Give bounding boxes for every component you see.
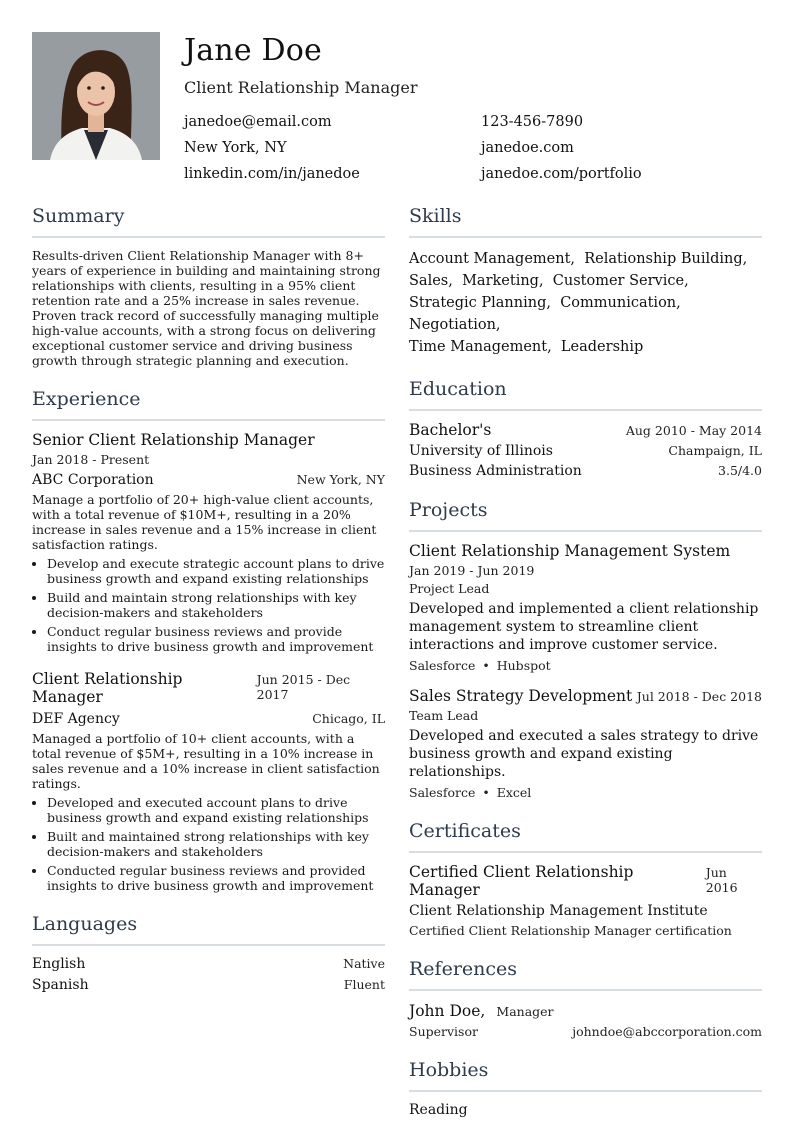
skill-item: Negotiation, [409, 317, 501, 333]
job-bullet: • Developed and executed account plans to drive business growth and expand existing relationships [47, 795, 385, 825]
reference-name: John Doe, [409, 1002, 486, 1020]
project-tags [409, 785, 762, 800]
hobbies-heading: Hobbies [409, 1059, 762, 1092]
education-heading: Education [409, 378, 762, 411]
contact-portfolio[interactable]: janedoe.com/portfolio [481, 166, 642, 182]
project-title: Client Relationship Management System [409, 542, 731, 560]
references-section [409, 958, 762, 1039]
project-dates: Jul 2018 - Dec 2018 [636, 689, 762, 704]
job-dates: Jun 2015 - Dec 2017 [256, 672, 351, 702]
project-tags [409, 658, 762, 673]
contact-phone[interactable]: 123-456-7890 [481, 114, 584, 130]
project-tag: Salesforce [409, 658, 476, 673]
contact-email[interactable]: janedoe@email.com [184, 114, 332, 130]
project-tag: Excel [496, 785, 532, 800]
project-title: Sales Strategy Development [409, 687, 633, 705]
education-section [409, 378, 762, 479]
project-role: Project Lead [409, 581, 490, 596]
skill-item: Account Management, [409, 251, 575, 267]
project-entry [409, 687, 762, 800]
job-bullets [32, 795, 385, 893]
profile-photo [32, 32, 160, 160]
certificates-section [409, 820, 762, 938]
hobbies-section [409, 1059, 762, 1118]
skill-item: Customer Service, [552, 273, 689, 289]
language-name: Spanish [32, 977, 89, 993]
project-entry [409, 542, 762, 673]
job-location: New York, NY [296, 472, 385, 487]
experience-section [32, 388, 385, 893]
contact-website[interactable]: janedoe.com [481, 140, 574, 156]
hobby-item: Reading [409, 1102, 468, 1118]
job-entry [32, 670, 385, 893]
education-degree: Bachelor's [409, 421, 492, 439]
separator-dot: • [482, 785, 490, 800]
certificate-issuer: Client Relationship Management Institute [409, 903, 708, 919]
languages-heading: Languages [32, 913, 385, 946]
skills-list [409, 248, 762, 358]
certificate-title: Certified Client Relationship Manager [409, 863, 634, 899]
job-bullets [32, 556, 385, 654]
education-school: University of Illinois [409, 443, 553, 459]
certificates-heading: Certificates [409, 820, 762, 853]
job-bullet: • Built and maintained strong relationships with key decision-makers and stakeholders [47, 829, 385, 859]
summary-heading: Summary [32, 205, 385, 238]
education-dates: Aug 2010 - May 2014 [625, 423, 762, 438]
language-row [32, 977, 385, 993]
job-company: ABC Corporation [32, 472, 154, 488]
education-field: Business Administration [409, 463, 582, 479]
summary-text: Results-driven Client Relationship Manager with 8+ years of experience in building and maintaining strong relationships with clients, resulting in a 95% client retention rate and a 25% increase in sales revenue. Proven track record of successfully managing multiple high-value accounts, with a strong focus on delivering exceptional customer service and driving business growth through strategic planning and execution. [32, 248, 381, 368]
references-heading: References [409, 958, 762, 991]
candidate-title: Client Relationship Manager [184, 78, 418, 97]
job-entry [32, 431, 385, 654]
skill-item: Communication, [560, 295, 681, 311]
project-tag: Hubspot [496, 658, 551, 673]
separator-dot: • [482, 658, 490, 673]
job-bullet: • Build and maintain strong relationships with key decision-makers and stakeholders [47, 590, 385, 620]
job-bullet: • Develop and execute strategic account plans to drive business growth and expand existing relationships [47, 556, 385, 586]
job-bullet: • Conduct regular business reviews and provide insights to drive business growth and improvement [47, 624, 385, 654]
languages-section [32, 913, 385, 993]
right-column [409, 205, 762, 1138]
reference-relation: Supervisor [409, 1024, 478, 1039]
skills-section [409, 205, 762, 358]
skill-item: Sales, [409, 273, 453, 289]
contact-location: New York, NY [184, 140, 287, 156]
education-gpa: 3.5/4.0 [718, 463, 762, 478]
job-description: Manage a portfolio of 20+ high-value client accounts, with a total revenue of $10M+, resulting in a 20% increase in sales revenue and a 15% increase in client satisfaction ratings. [32, 492, 377, 552]
summary-section [32, 205, 385, 368]
projects-section [409, 499, 762, 800]
language-level: Fluent [343, 977, 385, 992]
job-title: Client Relationship Manager [32, 670, 183, 706]
certificate-date: Jun 2016 [705, 865, 738, 895]
language-row [32, 956, 385, 972]
certificate-description: Certified Client Relationship Manager certification [409, 923, 732, 938]
projects-heading: Projects [409, 499, 762, 532]
project-dates: Jan 2019 - Jun 2019 [409, 563, 535, 578]
project-role: Team Lead [409, 708, 479, 723]
skill-item: Leadership [560, 339, 644, 355]
skill-item: Marketing, [462, 273, 544, 289]
contact-linkedin[interactable]: linkedin.com/in/janedoe [184, 166, 360, 182]
skill-item: Relationship Building, [584, 251, 748, 267]
job-description: Managed a portfolio of 10+ client accounts, with a total revenue of $5M+, resulting in a 10% increase in sales revenue and a 10% increase in client satisfaction ratings. [32, 731, 380, 791]
experience-heading: Experience [32, 388, 385, 421]
job-dates: Jan 2018 - Present [32, 452, 150, 467]
reference-position: Manager [496, 1004, 554, 1019]
project-tag: Salesforce [409, 785, 476, 800]
job-bullet: • Conducted regular business reviews and provided insights to drive business growth and improvement [47, 863, 385, 893]
left-column [32, 205, 385, 1013]
job-company: DEF Agency [32, 711, 120, 727]
job-title: Senior Client Relationship Manager [32, 431, 315, 449]
education-location: Champaign, IL [668, 443, 762, 458]
skill-item: Time Management, [409, 339, 552, 355]
language-name: English [32, 956, 86, 972]
project-description: Developed and executed a sales strategy to drive business growth and expand existing relationships. [409, 728, 759, 780]
reference-email[interactable]: johndoe@abccorporation.com [572, 1024, 762, 1039]
skill-item: Strategic Planning, [409, 295, 551, 311]
job-location: Chicago, IL [312, 711, 385, 726]
skills-heading: Skills [409, 205, 762, 238]
project-description: Developed and implemented a client relationship management system to streamline client interactions and improve customer service. [409, 601, 759, 653]
candidate-name: Jane Doe [184, 33, 322, 68]
language-level: Native [343, 956, 385, 971]
